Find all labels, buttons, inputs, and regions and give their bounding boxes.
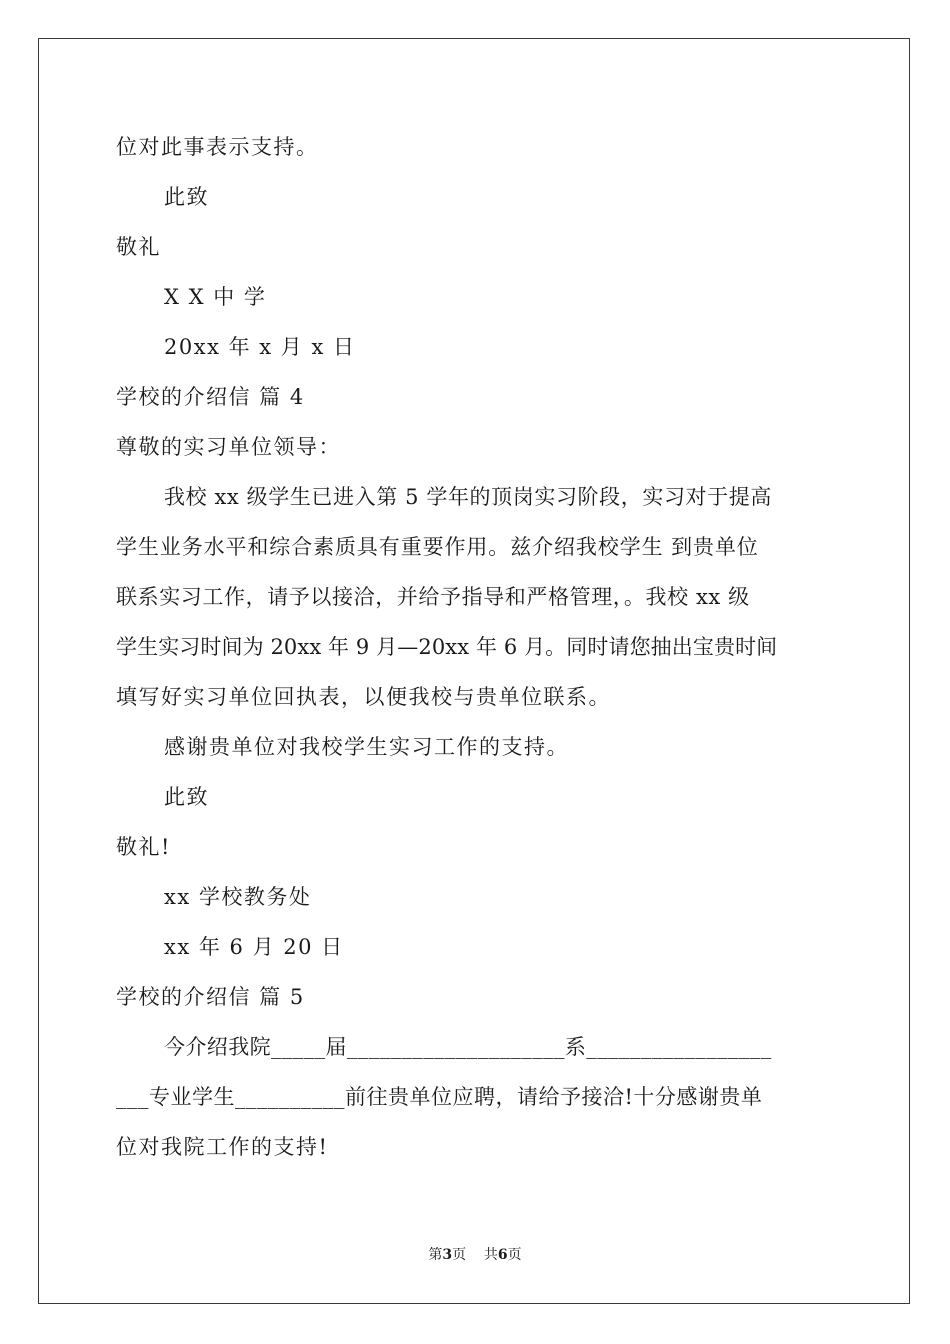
page-suffix: 页 (452, 1247, 467, 1263)
greeting: 尊敬的实习单位领导： (116, 435, 341, 459)
page-footer (0, 1246, 950, 1264)
signature-date: 20xx 年 x 月 x 日 (164, 335, 356, 359)
signature-school: X X 中 学 (164, 285, 267, 309)
text-line: 位对此事表示支持。 (116, 135, 319, 159)
page-number: 3 (442, 1247, 453, 1263)
closing-regards: 敬礼 (116, 235, 161, 259)
closing-salutation: 此致 (164, 785, 209, 809)
paragraph-line: 感谢贵单位对我校学生实习工作的支持。 (164, 735, 569, 759)
signature-date: xx 年 6 月 20 日 (164, 935, 344, 959)
page-border (38, 38, 910, 1304)
section-heading: 学校的介绍信 篇 4 (116, 385, 305, 409)
closing-salutation: 此致 (164, 185, 209, 209)
paragraph-line: ___专业学生__________前往贵单位应聘，请给予接洽!十分感谢贵单 (116, 1085, 763, 1109)
section-heading: 学校的介绍信 篇 5 (116, 985, 305, 1009)
paragraph-line: 今介绍我院_____届____________________系_________________ (164, 1035, 772, 1059)
paragraph-line: 位对我院工作的支持! (116, 1135, 329, 1159)
page-prefix: 第 (428, 1247, 443, 1263)
paragraph-line: 我校 xx 级学生已进入第 5 学年的顶岗实习阶段，实习对于提高 (164, 485, 772, 509)
total-pages: 6 (497, 1247, 508, 1263)
total-prefix: 共 (483, 1247, 498, 1263)
paragraph-line: 联系实习工作，请予以接洽，并给予指导和严格管理，。我校 xx 级 (116, 585, 750, 609)
paragraph-line: 学生实习时间为 20xx 年 9 月—20xx 年 6 月。同时请您抽出宝贵时间 (116, 635, 778, 659)
paragraph-line: 学生业务水平和综合素质具有重要作用。兹介绍我校学生 到贵单位 (116, 535, 759, 559)
total-suffix: 页 (507, 1247, 522, 1263)
paragraph-line: 填写好实习单位回执表，以便我校与贵单位联系。 (116, 685, 611, 709)
signature-office: xx 学校教务处 (164, 885, 312, 909)
closing-regards: 敬礼! (116, 835, 171, 859)
